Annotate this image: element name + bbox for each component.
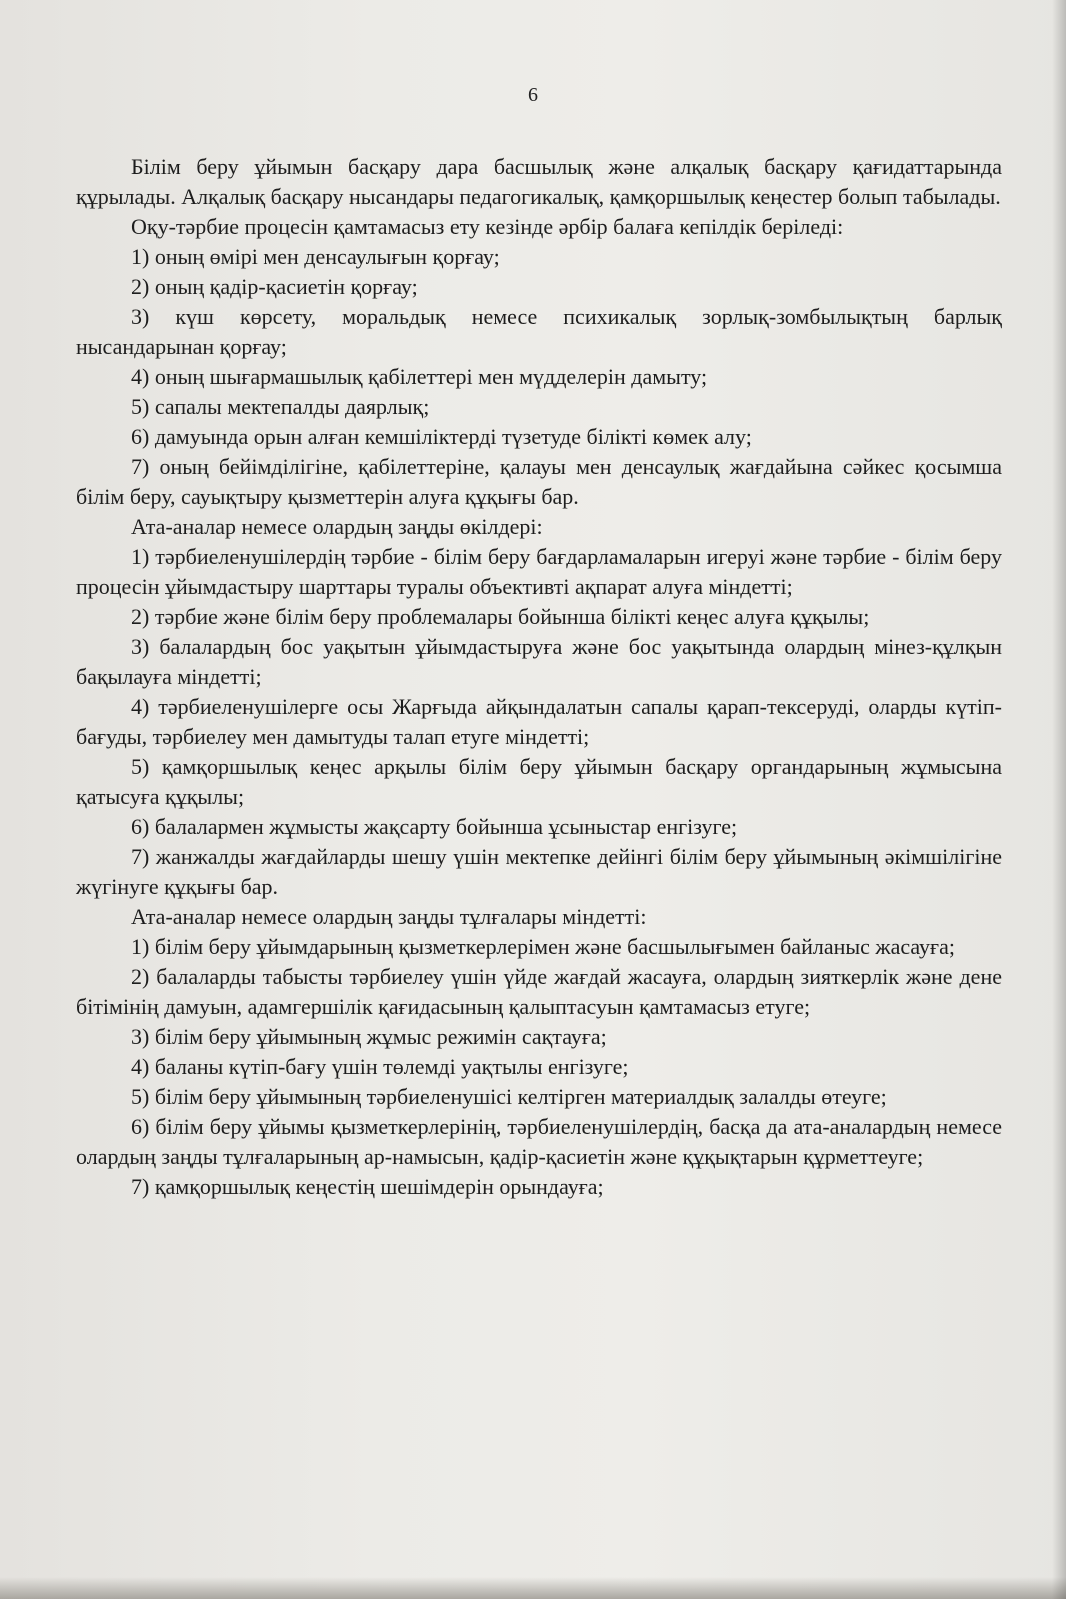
list-item-child-7: 7) оның бейімділігіне, қабілеттеріне, қалауы мен денсаулық жағдайына сәйкес қосымша білім беру, сауықтыру қызметтерін алуға құқығы бар. bbox=[76, 454, 1002, 509]
paragraph-parents-rights-heading: Ата-аналар немесе олардың заңды өкілдері: bbox=[131, 514, 543, 539]
list-item-parents-duties-4: 4) баланы күтіп-бағу үшін төлемді уақтылы енгізуге; bbox=[131, 1054, 629, 1079]
list-item-parents-rights-4: 4) тәрбиеленушілерге осы Жарғыда айқындалатын сапалы қарап-тексеруді, оларды күтіп-бағуды, тәрбиелеу мен дамытуды талап етуге міндетті; bbox=[76, 694, 1002, 749]
paragraph-child-guarantees-heading: Оқу-тәрбие процесін қамтамасыз ету кезінде әрбір балаға кепілдік беріледі: bbox=[131, 214, 844, 239]
list-item-parents-rights-6: 6) балалармен жұмысты жақсарту бойынша ұсыныстар енгізуге; bbox=[131, 814, 738, 839]
list-item-parents-rights-5: 5) қамқоршылық кеңес арқылы білім беру ұйымын басқару органдарының жұмысына қатысуға құқылы; bbox=[76, 754, 1002, 809]
list-item-child-4: 4) оның шығармашылық қабілеттері мен мүдделерін дамыту; bbox=[131, 364, 708, 389]
list-item-parents-rights-2: 2) тәрбие және білім беру проблемалары бойынша білікті кеңес алуға құқылы; bbox=[131, 604, 870, 629]
list-item-child-6: 6) дамуында орын алған кемшіліктерді түзетуде білікті көмек алу; bbox=[131, 424, 752, 449]
list-item-parents-duties-1: 1) білім беру ұйымдарының қызметкерлерімен және басшылығымен байланыс жасауға; bbox=[131, 934, 955, 959]
list-item-parents-duties-5: 5) білім беру ұйымының тәрбиеленушісі келтірген материалдық залалды өтеуге; bbox=[131, 1084, 887, 1109]
list-item-child-5: 5) сапалы мектепалды даярлық; bbox=[131, 394, 430, 419]
list-item-parents-duties-3: 3) білім беру ұйымының жұмыс режимін сақтауға; bbox=[131, 1024, 607, 1049]
page-bottom-shadow bbox=[0, 1577, 1066, 1599]
document-body bbox=[76, 152, 1002, 1202]
page-number: 6 bbox=[528, 84, 538, 106]
list-item-parents-duties-7: 7) қамқоршылық кеңестің шешімдерін орындауға; bbox=[131, 1174, 604, 1199]
list-item-parents-duties-2: 2) балаларды табысты тәрбиелеу үшін үйде жағдай жасауға, олардың зияткерлік және дене бітімінің дамуын, адамгершілік қағидасының қалыптасуын қамтамасыз етуге; bbox=[76, 964, 1002, 1019]
list-item-parents-rights-3: 3) балалардың бос уақытын ұйымдастыруға және бос уақытында олардың мінез-құлқын бақылауға міндетті; bbox=[76, 634, 1002, 689]
list-item-parents-rights-1: 1) тәрбиеленушілердің тәрбие - білім беру бағдарламаларын игеруі және тәрбие - білім беру процесін ұйымдастыру шарттары туралы объективті ақпарат алуға міндетті; bbox=[76, 544, 1002, 599]
paragraph-parents-duties-heading: Ата-аналар немесе олардың заңды тұлғалары міндетті: bbox=[131, 904, 647, 929]
paragraph-intro-governance: Білім беру ұйымын басқару дара басшылық және алқалық басқару қағидаттарында құрылады. Алқалық басқару нысандары педагогикалық, қамқоршылық кеңестер болып табылады. bbox=[76, 154, 1002, 209]
list-item-child-2: 2) оның қадір-қасиетін қорғау; bbox=[131, 274, 418, 299]
list-item-parents-duties-6: 6) білім беру ұйымы қызметкерлерінің, тәрбиеленушілердің, басқа да ата-аналардың немесе олардың заңды тұлғаларының ар-намысын, қадір-қасиетін және құқықтарын құрметтеуге; bbox=[76, 1114, 1002, 1169]
list-item-child-3: 3) күш көрсету, моральдық немесе психикалық зорлық-зомбылықтың барлық нысандарынан қорғау; bbox=[76, 304, 1002, 359]
list-item-parents-rights-7: 7) жанжалды жағдайларды шешу үшін мектепке дейінгі білім беру ұйымының әкімшілігіне жүгінуге құқығы бар. bbox=[76, 844, 1002, 899]
list-item-child-1: 1) оның өмірі мен денсаулығын қорғау; bbox=[131, 244, 500, 269]
